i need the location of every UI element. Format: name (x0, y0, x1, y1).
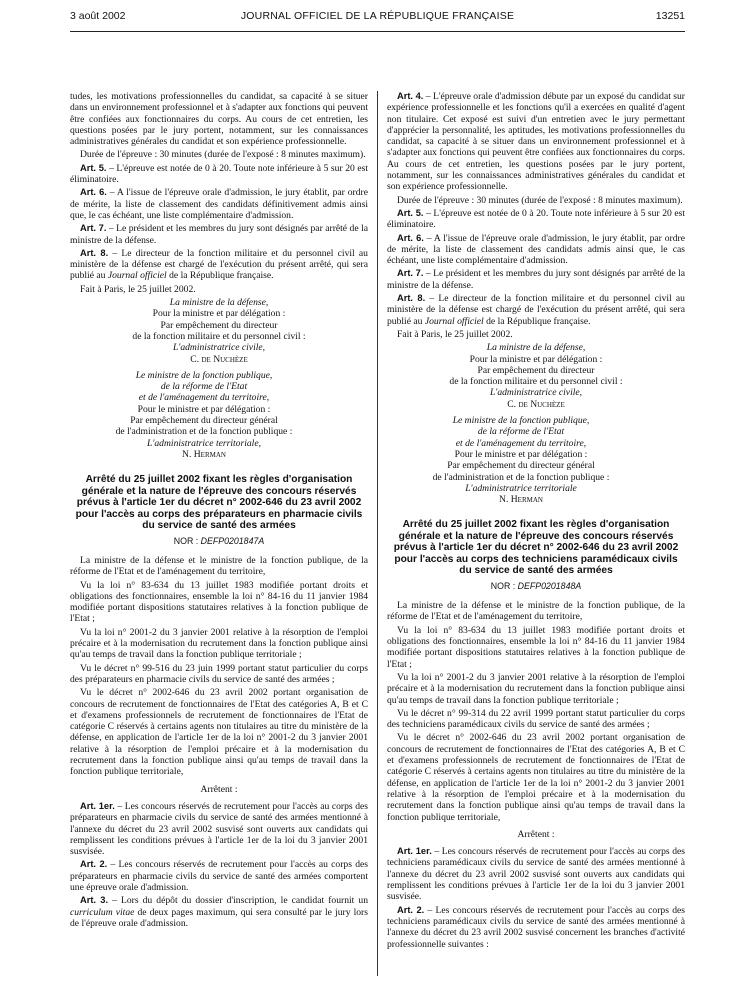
visa: Vu la loi n° 2001-2 du 3 janvier 2001 relative à la résorption de l'emploi précaire et à la modernisation du recrutement dans la fonction publique ainsi qu'au temps de travail dans la fonction publique territoriale ; (387, 671, 685, 706)
visa: Vu le décret n° 99-314 du 22 avril 1999 portant statut particulier du corps des techniciens paramédicaux civils du service de santé des armées ; (387, 707, 685, 731)
article-label: Art. 8. (80, 247, 109, 258)
continued-text: tudes, les motivations professionnelles du candidat, sa capacité à se situer dans un environnement professionnel et à s'adapter aux fonctions qui peuvent être confiées aux fonctionnaires du corps. Au cours de cet entretien, les questions posées par le jury portent, notamment, sur les connaissances administratives générales du candidat et son expérience professionnelle. (70, 91, 368, 148)
article-7: Art. 7. – Le président et les membres du jury sont désignés par arrêté de la ministre de la défense. (70, 223, 368, 246)
article-2: Art. 2. – Les concours réservés de recrutement pour l'accès au corps des préparateurs en pharmacie civils du service de santé des armées comportent une épreuve orale d'admission. (70, 859, 368, 894)
article-8: Art. 8. – Le directeur de la fonction militaire et du personnel civil au ministère de la défense est chargé de l'exécution du présent arrêté, qui sera publié au Journal officiel de la République française. (70, 247, 368, 282)
article-label: Art. 8. (397, 293, 426, 304)
journal-title: JOURNAL OFFICIEL DE LA RÉPUBLIQUE FRANÇAISE (240, 10, 515, 22)
article-label: Art. 7. (80, 223, 107, 234)
article-8: Art. 8. – Le directeur de la fonction militaire et du personnel civil au ministère de la défense est chargé de l'exécution du présent arrêté, qui sera publié au Journal officiel de la République française. (387, 293, 685, 327)
nor-reference: NOR : DEFP0201847A (173, 535, 265, 546)
arretent: Arrêtent : (200, 783, 238, 795)
signature-block-defense: La ministre de la défense, Pour la ministre et par délégation : Par empêchement du directeur de la fonction militaire et du personnel civil : L'administratrice civile, C. de Nuchèze (387, 342, 685, 410)
signed-place-date: Fait à Paris, le 25 juillet 2002. (397, 328, 513, 340)
decree-title: Arrêté du 25 juillet 2002 fixant les règles d'organisation générale et la nature de l'épreuve des concours réservés prévus à l'article 1er du décret n° 2002-646 du 23 avril 2002 pour l'accès au corps des préparateurs en pharmacie civils du service de santé des armées (75, 474, 363, 532)
visa: Vu le décret n° 2002-646 du 23 avril 2002 portant organisation de concours de recrutement de fonctionnaires de l'Etat des catégories A, B et C et d'examens professionnels de recrutement de fonctionnaires de l'Etat de catégorie C réservés à certains agents non titulaires au titre du ministère de la défense, en application de l'article 1er de la loi n° 2001-2 du 3 janvier 2001 relative à la résorption de l'emploi précaire et à la modernisation du recrutement dans la fonction publique ainsi qu'au temps de travail dans la fonction publique territoriale, (70, 687, 368, 778)
visa: Vu la loi n° 83-634 du 13 juillet 1983 modifiée portant droits et obligations des fonctionnaires, ensemble la loi n° 84-16 du 11 janvier 1984 modifiée portant dispositions statutaires relatives à la fonction publique de l'Etat ; (387, 624, 685, 670)
article-1: Art. 1er. – Les concours réservés de recrutement pour l'accès au corps des préparateurs en pharmacie civils du service de santé des armées mentionné à l'annexe du décret du 23 avril 2002 susvisé sont ouverts aux candidats qui remplissent les conditions prévues à l'article 1er de la loi du 3 janvier 2001 susvisée. (70, 800, 368, 858)
signature-block-fonction-publique: Le ministre de la fonction publique, de la réforme de l'Etat et de l'aménagement du territoire, Pour le ministre et par délégation : Par empêchement du directeur général de l'administration et de la fonction publique : L'administratrice territoriale, N. Herman (70, 370, 368, 460)
article-label: Art. 5. (80, 162, 107, 173)
article-label: Art. 2. (80, 859, 108, 870)
article-4: Art. 4. – L'épreuve orale d'admission débute par un exposé du candidat sur expérience professionnelle et les fonctions qu'il a exercées en qualité d'agent non titulaire. Cet exposé est suivi d'un entretien avec le jury permettant d'apprécier la personnalité, les aptitudes, les motivations professionnelles du candidat, sa capacité à se situer dans un environnement professionnel et à s'adapter aux fonctions qui peuvent être confiées aux fonctionnaires du corps. Au cours de cet entretien, les questions posées par le jury portent, notamment, sur les connaissances administratives générales du candidat et son expérience professionnelle. (387, 91, 685, 193)
arretent: Arrêtent : (517, 828, 555, 840)
page-number: 13251 (655, 10, 685, 22)
right-column (387, 91, 685, 952)
article-7: Art. 7. – Le président et les membres du jury sont désignés par arrêté de la ministre de la défense. (387, 268, 685, 291)
header-date: 3 août 2002 (70, 10, 126, 22)
article-label: Art. 6. (80, 187, 107, 198)
article-label: Art. 1er. (397, 846, 432, 857)
signatory-name: C. de Nuchèze (507, 398, 565, 410)
article-label: Art. 3. (80, 895, 109, 906)
signatory-name: N. Herman (182, 448, 226, 460)
article-6: Art. 6. – A l'issue de l'épreuve orale d'admission, le jury établit, par ordre de mérite, la liste de classement des candidats admis ainsi que, le cas échéant, une liste complémentaire d'admission. (387, 232, 685, 267)
decree-title: Arrêté du 25 juillet 2002 fixant les règles d'organisation générale et la nature de l'épreuve des concours réservés prévus à l'article 1er du décret n° 2002-646 du 23 avril 2002 pour l'accès au corps des techniciens paramédicaux civils du service de santé des armées (393, 519, 679, 577)
signature-block-fonction-publique: Le ministre de la fonction publique, de la réforme de l'Etat et de l'aménagement du territoire, Pour le ministre et par délégation : Par empêchement du directeur général de l'administration et de la fonction publique : L'administratrice territoriale N. Herman (387, 415, 685, 505)
preamble: La ministre de la défense et le ministre de la fonction publique, de la réforme de l'Etat et de l'aménagement du territoire, (387, 600, 685, 623)
article-label: Art. 5. (397, 207, 424, 218)
preamble: La ministre de la défense et le ministre de la fonction publique, de la réforme de l'Etat et de l'aménagement du territoire, (70, 555, 368, 578)
article-3: Art. 3. – Lors du dépôt du dossier d'inscription, le candidat fournit un curriculum vitae de deux pages maximum, qui sera consulté par le jury lors de l'épreuve orale d'admission. (70, 895, 368, 929)
article-label: Art. 2. (397, 904, 425, 915)
signatory-name: C. de Nuchèze (190, 353, 248, 365)
column-divider (377, 91, 378, 976)
signature-block-defense: La ministre de la défense, Pour la ministre et par délégation : Par empêchement du directeur de la fonction militaire et du personnel civil : L'administratrice civile, C. de Nuchèze (70, 297, 368, 365)
visa: Vu le décret n° 99-516 du 23 juin 1999 portant statut particulier du corps des préparateurs en pharmacie civils du service de santé des armées ; (70, 662, 368, 685)
duration-text: Durée de l'épreuve : 30 minutes (durée de l'exposé : 8 minutes maximum). (397, 194, 683, 206)
article-label: Art. 6. (397, 232, 424, 243)
article-label: Art. 4. (397, 91, 424, 101)
header-rule (70, 31, 685, 32)
article-1: Art. 1er. – Les concours réservés de recrutement pour l'accès au corps des techniciens paramédicaux civils du service de santé des armées mentionné à l'annexe du décret du 23 avril 2002 susvisé sont ouverts aux candidats qui remplissent les conditions prévues à l'article 1er de la loi du 3 janvier 2001 susvisée. (387, 846, 685, 903)
article-label: Art. 1er. (80, 800, 115, 811)
page-header (70, 10, 685, 28)
article-label: Art. 7. (397, 268, 424, 279)
signatory-name: N. Herman (499, 494, 543, 506)
duration-text: Durée de l'épreuve : 30 minutes (durée de l'exposé : 8 minutes maximum). (80, 149, 366, 161)
visa: Vu le décret n° 2002-646 du 23 avril 2002 portant organisation de concours de recrutement de fonctionnaires de l'Etat des catégories A, B et C et d'examens professionnels de recrutement de fonctionnaires de l'Etat de catégorie C réservés à certains agents non titulaires au titre du ministère de la défense, en application de l'article 1er de la loi n° 2001-2 du 3 janvier 2001 relative à la résorption de l'emploi précaire et à la modernisation du recrutement dans la fonction publique ainsi qu'au temps de travail dans la fonction publique territoriale, (387, 732, 685, 823)
article-6: Art. 6. – A l'issue de l'épreuve orale d'admission, le jury établit, par ordre de mérite, la liste de classement des candidats définitivement admis ainsi que, le cas échéant, une liste complémentaire d'admission. (70, 187, 368, 221)
article-5: Art. 5. – L'épreuve est notée de 0 à 20. Toute note inférieure à 5 sur 20 est éliminatoire. (387, 207, 685, 231)
article-2: Art. 2. – Les concours réservés de recrutement pour l'accès au corps des techniciens paramédicaux civils du service de santé des armées mentionné à l'annexe du décret du 23 avril 2002 susvisé concernent les branches d'activité professionnelle suivantes : (387, 904, 685, 950)
left-column (70, 91, 368, 931)
nor-reference: NOR : DEFP0201848A (490, 580, 582, 591)
article-5: Art. 5. – L'épreuve est notée de 0 à 20. Toute note inférieure à 5 sur 20 est éliminatoire. (70, 162, 368, 186)
visa: Vu la loi n° 83-634 du 13 juillet 1983 modifiée portant droits et obligations des fonctionnaires, ensemble la loi n° 84-16 du 11 janvier 1984 modifiée portant dispositions statutaires relatives à la fonction publique de l'Etat ; (70, 579, 368, 625)
signed-place-date: Fait à Paris, le 25 juillet 2002. (80, 283, 196, 295)
visa: Vu la loi n° 2001-2 du 3 janvier 2001 relative à la résorption de l'emploi précaire et à la modernisation du recrutement dans la fonction publique ainsi qu'au temps de travail dans la fonction publique territoriale ; (70, 626, 368, 661)
